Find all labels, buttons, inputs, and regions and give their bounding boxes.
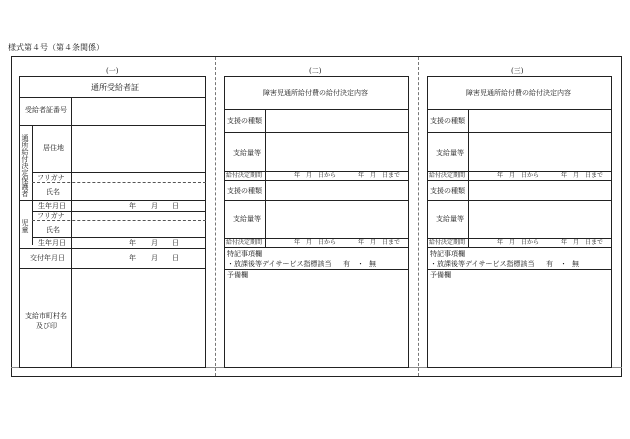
section-marker-1: (一)	[106, 67, 119, 75]
issue-year: 年	[129, 254, 136, 262]
support-type-label-2a: 支援の種類	[227, 117, 262, 125]
address-label: 居住地	[43, 144, 64, 152]
decision-title-2: 障害児通所給付費の給付決定内容	[263, 89, 368, 97]
support-type-label-3b: 支援の種類	[430, 187, 465, 195]
certificate-title: 通所受給者証	[91, 83, 139, 92]
section-marker-3: (三)	[511, 67, 524, 75]
period-from-2a: 年 月 日から	[294, 172, 337, 179]
period-to-2a: 年 月 日まで	[358, 172, 401, 179]
period-to-3a: 年 月 日まで	[561, 172, 604, 179]
notes-item-2: ・放課後等デイサービス指標該当	[227, 260, 332, 268]
amount-label-3b: 支給量等	[436, 215, 464, 223]
fold-line-1	[215, 57, 216, 376]
name-label: 氏名	[46, 188, 60, 196]
municipality-label-1: 支給市町村名	[25, 312, 67, 320]
amount-label-2b: 支給量等	[233, 215, 261, 223]
guardian-group-label: 通所給付決定保護者	[21, 134, 29, 197]
issue-month: 月	[151, 254, 158, 262]
notes-label-2: 特記事項欄	[227, 250, 262, 258]
furigana-label: フリガナ	[37, 174, 65, 182]
notes-no-3: 無	[572, 260, 579, 268]
child-birthdate-label: 生年月日	[38, 239, 66, 247]
period-to-2b: 年 月 日まで	[358, 239, 401, 246]
notes-label-3: 特記事項欄	[430, 250, 465, 258]
fold-line-2	[418, 57, 419, 376]
notes-no-2: 無	[369, 260, 376, 268]
period-label-3b: 給付決定期間	[429, 239, 466, 246]
recipient-number-label: 受給者証番号	[25, 106, 67, 114]
support-type-label-2b: 支援の種類	[227, 187, 262, 195]
support-type-label-3a: 支援の種類	[430, 117, 465, 125]
issue-day: 日	[172, 254, 179, 262]
child-birth-month: 月	[151, 239, 158, 247]
period-from-2b: 年 月 日から	[294, 239, 337, 246]
issue-date-label: 交付年月日	[30, 254, 65, 262]
birth-month: 月	[151, 202, 158, 210]
notes-yes-2: 有	[343, 260, 350, 268]
period-from-3b: 年 月 日から	[497, 239, 540, 246]
child-group-label: 児童	[21, 219, 29, 233]
reserve-label-2: 予備欄	[227, 271, 248, 279]
form-title: 様式第４号（第４条関係）	[8, 43, 104, 52]
period-from-3a: 年 月 日から	[497, 172, 540, 179]
notes-yes-3: 有	[546, 260, 553, 268]
birth-day: 日	[172, 202, 179, 210]
period-to-3b: 年 月 日まで	[561, 239, 604, 246]
period-label-2b: 給付決定期間	[226, 239, 263, 246]
child-furigana-label: フリガナ	[37, 212, 65, 220]
section-marker-2: (二)	[309, 67, 322, 75]
amount-label-3a: 支給量等	[436, 149, 464, 157]
amount-label-2a: 支給量等	[233, 149, 261, 157]
municipality-label-2: 及び印	[36, 322, 57, 330]
notes-sep-2: ・	[357, 260, 364, 268]
child-birth-day: 日	[172, 239, 179, 247]
notes-sep-3: ・	[560, 260, 567, 268]
period-label-2a: 給付決定期間	[226, 172, 263, 179]
child-name-label: 氏名	[46, 226, 60, 234]
birth-year: 年	[129, 202, 136, 210]
decision-title-3: 障害児通所給付費の給付決定内容	[466, 89, 571, 97]
child-birth-year: 年	[129, 239, 136, 247]
notes-item-3: ・放課後等デイサービス指標該当	[430, 260, 535, 268]
birthdate-label: 生年月日	[38, 202, 66, 210]
period-label-3a: 給付決定期間	[429, 172, 466, 179]
reserve-label-3: 予備欄	[430, 271, 451, 279]
